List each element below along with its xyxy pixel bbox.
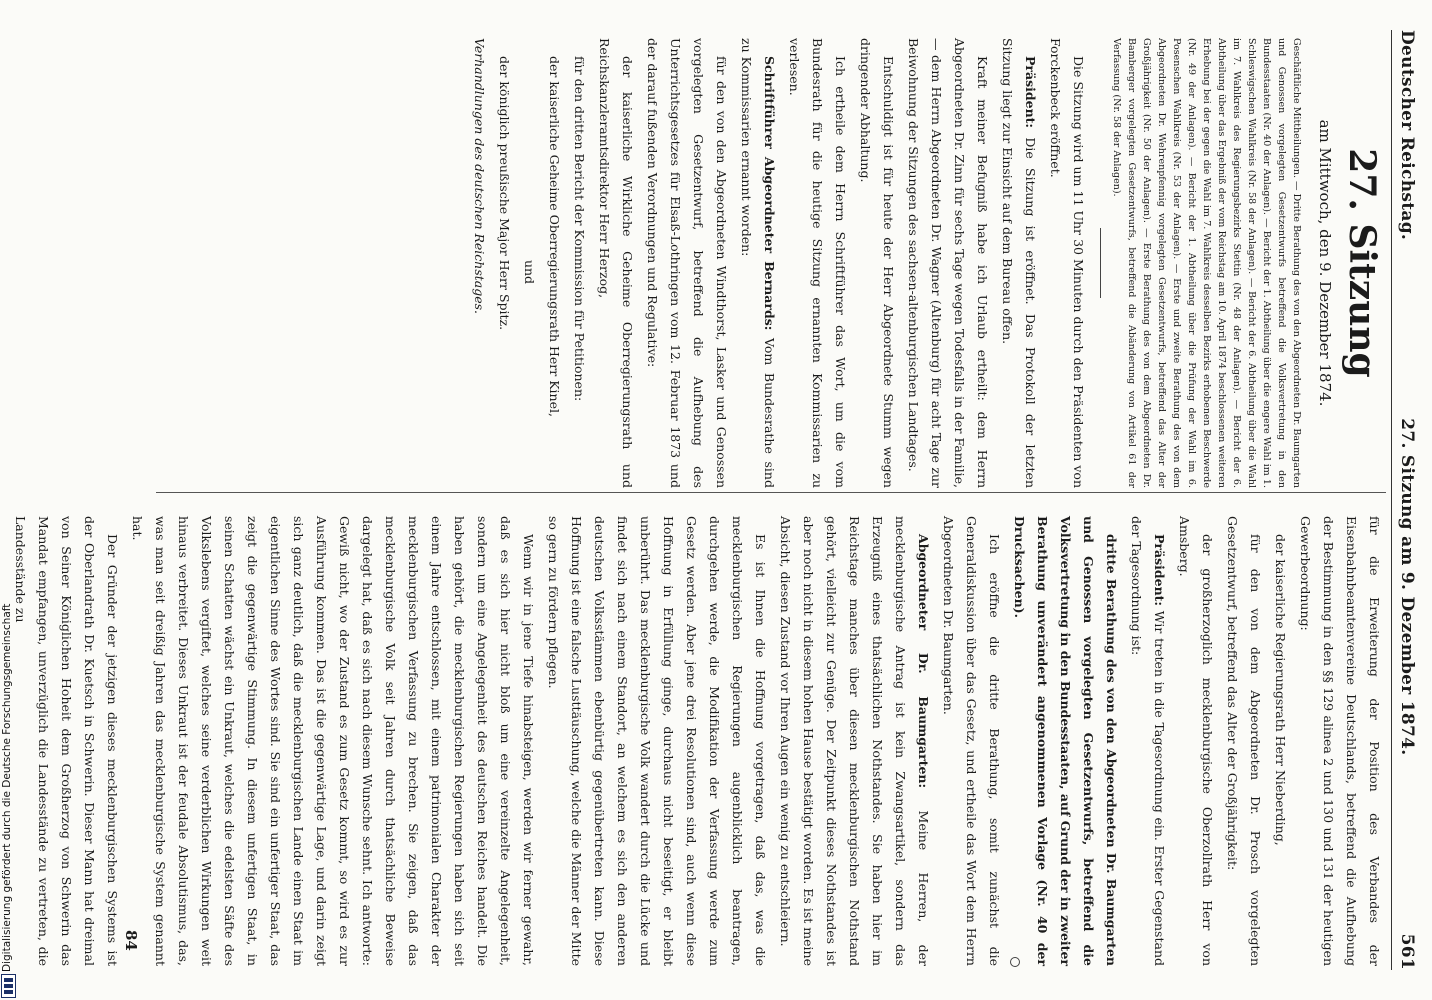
header-rule	[1391, 30, 1392, 970]
paragraph: Wenn wir in jene Tiefe hinabsteigen, werden wir ferner gewahr, daß es sich hier nicht bloß um eine vereinzelte Angelegenheit, sondern um eine Angelegenheit des deutschen Reiches handelt. Die haben gehört, die mecklenburgischen Regierungen haben sich seit einem Jahre entschlossen, mit einem patrimonialen Charakter der mecklenburgischen Verfassung zu brechen. Sie zeigen, daß das mecklenburgische Volk seit Jahren durch thatsächliche Beweise dargelegt hat, daß es sich nach diesem Wunsche sehnt. Ich antworte: Gewiß nicht, wo der Zustand es zum Gesetz kommt, so wird es zur Ausführung kommen. Das ist die gegenwärtige Lage, und darin zeigt sich ganz deutlich, daß die mecklenburgischen Lande einen Staat im eigentlichen Sinne des Wortes sind. Sie sind ein unfertiger Staat, das zeigt die gegenwärtige Stimmung. In diesem unfertigen Staat, in seinen Schatten wächst ein Unkraut, welches die edelsten Säfte des Volkslebens vergiftet, welches seine verderblichen Wirkungen weit hinaus verbreitet. Dieses Unkraut ist der feudale Absolutismus, das, was man seit dreißig Jahren das mecklenburgische System genannt hat.	[130, 516, 536, 966]
paragraph: Schriftführer Abgeordneter Bernards: Vom Bundesrathe sind zu Kommissarien ernannt worden:	[739, 38, 777, 488]
header-center: 27. Sitzung am 9. Dezember 1874.	[1397, 418, 1417, 756]
paragraph: Ich ertheile dem Herrn Schriftführer das Wort, um die vom Bundesrath für die heutige Sitzung ernannten Kommissarien zu verlesen.	[787, 38, 848, 488]
paragraph: Präsident: Wir treten in die Tagesordnung ein. Erster Gegenstand der Tagesordnung ist:	[1129, 516, 1167, 967]
list-item: der großherzoglich mecklenburgische Oberzollrath Herr von Amsberg.	[1177, 516, 1215, 966]
paragraph: für den dritten Bericht der Kommission für Petitionen:	[572, 56, 587, 402]
paragraph: Es ist Ihnen die Hoffnung vorgetragen, daß das, was die mecklenburgischen Regierungen augenblicklich beantragen, durchgehen werde, die Modifikation der Verfassung werde zum Gesetz werden. Aber jene drei Resolutionen sind, auch wenn diese Hoffnung in Erfüllung ginge, durchaus nicht beseitigt, er bleibt unberührt. Das mecklenburgische Volk wandert durch die Lücke und findet sich nach einem Standort, an welchem es sich den anderen deutschen Volksstämmen ebenbürtig gegenübertreten kann. Diese Hoffnung ist eine falsche Lusttäuschung, welche die Männer der Mitte so gern zu fördern pflegen.	[546, 516, 768, 966]
digitization-margin	[0, 0, 15, 1000]
list-item: der kaiserliche Regierungsrath Herr Nieberding,	[1273, 534, 1288, 846]
scan-mark	[1010, 957, 1020, 967]
list-item: der kaiserliche Geheime Oberregierungsrath Herr Kinel,	[547, 56, 562, 417]
list-item: der kaiserliche Wirkliche Geheime Oberregierungsrath und Reichskanzleramtsdirektor Herr Herzog,	[597, 38, 635, 488]
section-divider	[1100, 228, 1101, 298]
paragraph: Abgeordneter Dr. Baumgarten: Meine Herren, der mecklenburgische Antrag ist kein Zwangsartikel, sondern das Erzeugniß eines thatsächlichen Nothstandes. Sie haben hier im Reichstage manches über diesen mecklenburgischen Nothstand gehört, vielleicht zur Genüge. Der Zeitpunkt dieses Nothstandes ist aber noch nicht in diesem hohen Hause bestätigt worden. Es ist meine Absicht, diesen Zustand vor Ihren Augen ein wenig zu entschleiern.	[778, 516, 931, 966]
digitization-note: Digitalisierung gefördert durch die Deutsche Forschungsgemeinschaft	[1, 603, 13, 972]
paragraph: Präsident: Die Sitzung ist eröffnet. Das Protokoll der letzten Sitzung liegt zur Einsicht auf dem Bureau offen.	[1000, 38, 1038, 488]
header-page-number: 561	[1397, 933, 1417, 970]
paragraph: Die Sitzung wird um 11 Uhr 30 Minuten durch den Präsidenten von Forckenbeck eröffnet.	[1048, 38, 1086, 488]
paragraph: für den von dem Abgeordneten Dr. Prosch vorgelegten Gesetzentwurf, betreffend das Alter der Großjährigkeit:	[1225, 516, 1263, 966]
header-left: Deutscher Reichstag.	[1397, 30, 1417, 241]
speaker-name: Abgeordneter Dr. Baumgarten:	[916, 534, 931, 789]
agenda-item: dritte Berathung des von den Abgeordneten Dr. Baumgarten und Genossen vorgelegten Gesetzentwurfs, betreffend die Volksvertretung in den Bundesstaaten, auf Grund der in zweiter Berathung unverändert angenommenen Vorlage (Nr. 40 der Drucksachen).	[1012, 516, 1119, 966]
speaker-name: Präsident:	[1152, 534, 1167, 607]
conjunction: und	[522, 259, 537, 285]
paragraph: für die Erweiterung der Position des Verbandes der Eisenbahnbeamtenvereine Deutschlands, betreffend die Aufhebung der Bestimmung in den §§ 129 alinea 2 und 130 und 131 der heutigen Gewerbeordnung:	[1298, 516, 1382, 966]
dfg-logo	[1, 974, 16, 998]
paragraph: für den von den Abgeordneten Windthorst, Lasker und Genossen vorgelegten Gesetzentwurf, betreffend die Aufhebung des Unterrichtsgesetzes für Elsaß-Lothringen vom 12. Februar 1873 und der darauf fußenden Verordnungen und Regulative:	[645, 38, 729, 488]
publication-footer: Verhandlungen des deutschen Reichstages.	[472, 38, 487, 315]
paragraph: Kraft meiner Befugniß habe ich Urlaub ertheilt: dem Herrn Abgeordneten Dr. Zinn für sechs Tage wegen Todesfalls in der Familie, — dem Herrn Abgeordneten Dr. Wagner (Altenburg) für acht Tage zur Beiwohnung der Sitzungen des sachsen-altenburgischen Landtages.	[906, 38, 990, 488]
list-item: der königlich preußische Major Herr Spitz.	[497, 56, 512, 331]
speaker-name: Schriftführer Abgeordneter Bernards:	[762, 56, 777, 331]
session-number: 27. Sitzung	[1341, 148, 1383, 378]
left-column	[156, 38, 1386, 488]
speaker-name: Präsident:	[1023, 56, 1038, 129]
agenda-summary: Geschäftliche Mittheilungen. — Dritte Berathung des von den Abgeordneten Dr. Baumgarten und Genossen vorgelegten Gesetzentwurfs betreffend die Volksvertretung in den Bundesstaaten (Nr. 40 der Anlagen). — Bericht der 1. Abtheilung über die engere Wahl im 1. Schleswigschen Wahlkreis (Nr. 58 der Anlagen). — Bericht der 6. Abtheilung über die Wahl im 7. Wahlkreis des Regierungsbezirks Stettin (Nr. 48 der Anlagen). — Bericht der 6. Abtheilung über das Ergebniß der vom Reichstag am 10. April 1874 beschlossenen weiteren Erhebung bei der gegen die Wahl im 7. Wahlkreis desselben Bezirks erhobenen Beschwerde (Nr. 49 der Anlagen). — Bericht der 1. Abtheilung über die Prüfung der Wahl im 6. Posenschen Wahlkreis (Nr. 53 der Anlagen). — Erste und zweite Berathung des von dem Abgeordneten Dr. Wehrenpfennig vorgelegten Gesetzentwurfs, betreffend das Alter der Großjährigkeit (Nr. 50 der Anlagen). — Erste Berathung des von dem Abgeordneten Dr. Bamberger vorgelegten Gesetzentwurfs, betreffend die Abänderung von Artikel 61 der Verfassung (Nr. 58 der Anlagen).	[1111, 38, 1302, 488]
column-divider	[156, 492, 1386, 493]
running-header	[1394, 30, 1420, 970]
bottom-page-number: 84	[122, 930, 140, 951]
paragraph: Entschuldigt ist für heute der Herr Abgeordnete Stumm wegen dringender Abhaltung.	[858, 38, 896, 488]
session-date: am Mittwoch, den 9. Dezember 1874.	[1316, 119, 1334, 407]
paragraph: Ich eröffne die dritte Berathung, somit zunächst die Generaldiskussion über das Gesetz, und ertheile das Wort dem Herrn Abgeordneten Dr. Baumgarten.	[941, 516, 1002, 966]
paragraph: Der Gründer der jetzigen dieses mecklenburgischen Systems ist der Oberlandrath Dr. Kuetsch in Schwerin. Dieser Mann hat dreimal von Seiner Königlichen Hoheit dem Großherzog von Schwerin das Mandat empfangen, unverzüglich die Landesstände zu vertreten, die Landesstände zu	[13, 516, 120, 966]
